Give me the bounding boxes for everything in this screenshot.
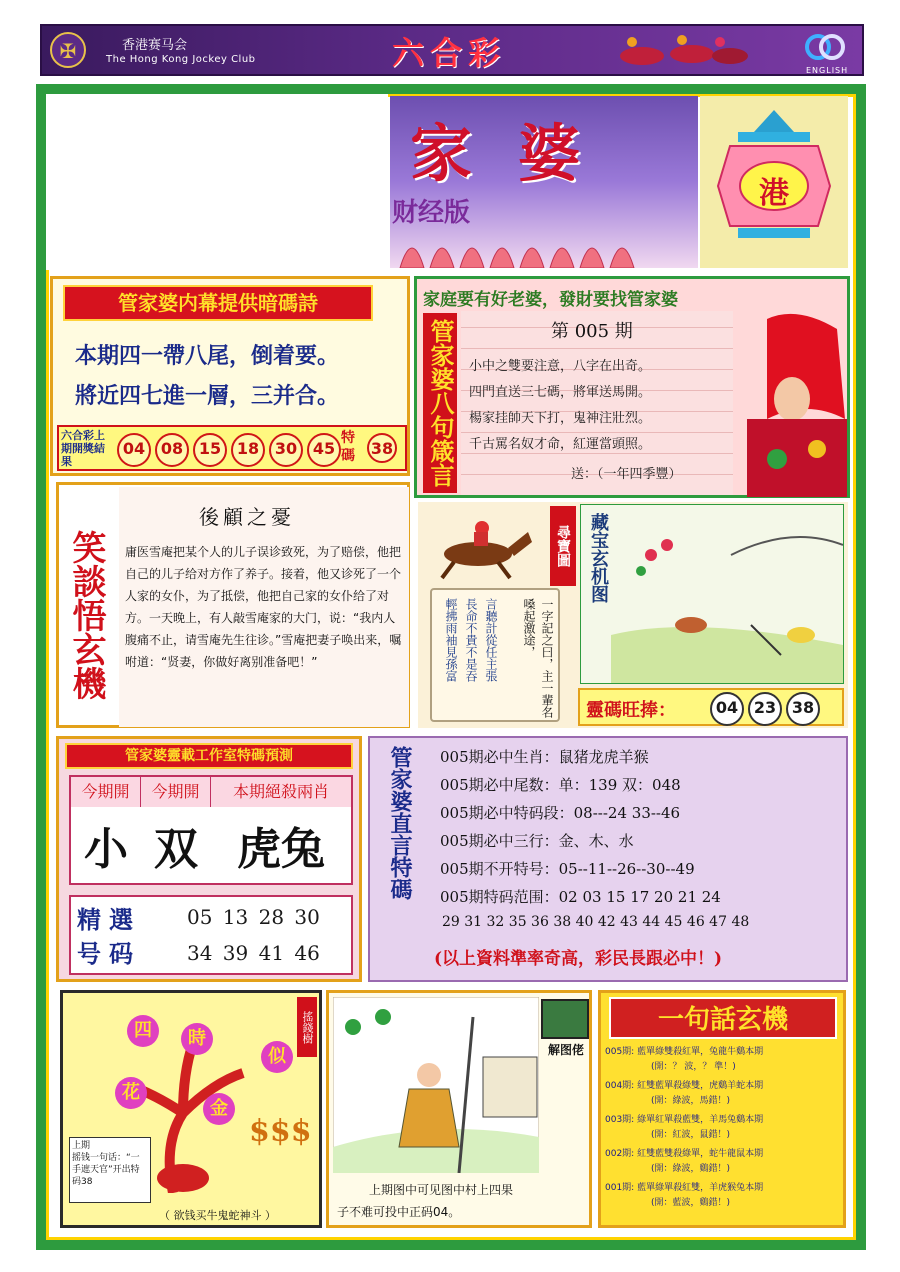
hot-numbers — [710, 692, 824, 726]
page-title: 六合彩 — [392, 34, 507, 72]
treasure-panel — [418, 502, 848, 728]
joke-body: 庸医雪庵把某个人的儿子误诊致死，为了赔偿，他把自己的儿子给对方作了养子。接着，他又诊死了一个人家的女仆，为了抵偿，他把自己家的女仆给了对方。一天晚上，有人敲雪庵家的大门，说：“我内人腹痛不止，请雪庵先生往诊。”雪庵把妻子唤出来，嘱咐道：“贤妻，你做好离别准备吧！” — [125, 545, 402, 669]
prediction-row: 005期不开特号：05--11--26--30--49 — [440, 860, 695, 878]
poem-line-1: 本期四一帶八尾，倒着要。 — [75, 343, 340, 369]
riddle-row — [605, 1079, 843, 1094]
predictions-footer: (以上資料準率奇高，彩民長跟必中！) — [434, 949, 723, 969]
riddle-period: 002期: — [605, 1149, 635, 1159]
money-tree-note — [69, 1137, 151, 1203]
results-label: 六合彩上期開獎結果 — [61, 429, 105, 468]
riddle-result: (開：綠波，鷄錯！) — [651, 1164, 731, 1174]
seek-treasure-label: 尋寶圖 — [550, 506, 576, 586]
picks-row-1: 05 13 28 30 — [187, 905, 320, 929]
riddle-row — [605, 1181, 843, 1196]
blank-area — [46, 94, 388, 270]
studio-val-3: 虎兔 — [237, 824, 325, 875]
club-name-en: The Hong Kong Jockey Club — [106, 54, 256, 65]
eight-lines-header: 家庭要有好老婆，發財要找管家婆 — [423, 290, 678, 310]
tree-fruit: 四 — [127, 1015, 159, 1047]
eight-line: 楊家挂帥天下打，鬼神注壯烈。 — [469, 411, 652, 426]
riddle-period: 004期: — [605, 1081, 635, 1091]
picks-label: 精選号码 — [77, 905, 141, 968]
bride-image — [737, 309, 847, 497]
studio-head-2: 今期開 — [141, 777, 211, 807]
riddle-result: (開：紅波，鼠錯！) — [651, 1130, 731, 1140]
hot-ball: 23 — [748, 692, 782, 726]
joke-side-title: 笑談悟玄機 — [66, 530, 106, 700]
studio-table — [69, 775, 353, 885]
money-tree-panel — [60, 990, 322, 1228]
studio-val-2: 双 — [154, 824, 198, 875]
english-link[interactable]: ENGLISH — [806, 66, 849, 75]
prediction-row: 005期必中生肖：鼠猪龙虎羊猴 — [440, 748, 649, 766]
riddle-panel — [598, 990, 846, 1228]
joke-title: 後顧之憂 — [199, 505, 295, 529]
studio-title: 管家婆靈載工作室特碼預測 — [65, 743, 353, 769]
hkjc-logo-icon[interactable]: ✠ — [50, 32, 86, 68]
riddle-result: (開：綠波，馬錯！) — [651, 1096, 731, 1106]
treasure-map — [580, 504, 844, 684]
gift-line: 送：（一年四季豐） — [571, 467, 682, 482]
banner-title: 家婆 — [410, 117, 627, 190]
studio-picks — [69, 895, 353, 975]
eight-line: 千古罵名奴才命，紅運當頭照。 — [469, 437, 652, 452]
picks-row-2: 34 39 41 46 — [187, 941, 320, 965]
tree-fruit: 時 — [181, 1023, 213, 1055]
scroll-title: 一字記之曰，主一輩名嗓起激途， — [522, 598, 554, 718]
studio-head-1: 今期開 — [71, 777, 141, 807]
special-ball: 38 — [367, 433, 397, 463]
results-row — [57, 425, 407, 471]
cartoon-caption-2: 子不难可投中正码04。 — [337, 1205, 461, 1219]
cartoon-label: 解图佬 — [547, 1043, 584, 1057]
tree-fruit: 似 — [261, 1041, 293, 1073]
riddle-result: (開：藍波，鷄錯！) — [651, 1198, 731, 1208]
club-name-cn: 香港赛马会 — [122, 38, 188, 53]
hot-numbers-row — [578, 688, 844, 726]
hot-ball: 38 — [786, 692, 820, 726]
banner-image — [390, 96, 698, 268]
riddle-list — [605, 1045, 843, 1211]
joke-content — [119, 487, 409, 727]
result-ball: 30 — [269, 433, 303, 467]
map-title: 藏宝玄机图 — [588, 513, 609, 603]
prediction-row: 005期特码范围：02 03 15 17 20 21 24 — [440, 888, 721, 906]
prediction-row: 005期必中尾数：单：139 双：048 — [440, 776, 681, 794]
riddle-period: 005期: — [605, 1047, 635, 1057]
eight-line: 四門直送三七碼，將軍送馬開。 — [469, 385, 652, 400]
riddle-title: 一句話玄機 — [609, 997, 837, 1039]
special-label: 特碼 — [341, 430, 355, 464]
note-body: 摇钱一句话：“一手遮天官”开出特码38 — [72, 1153, 140, 1187]
predictions-side-title: 管家婆直言特碼 — [387, 746, 413, 900]
money-tree-label: 搖錢樹 — [297, 997, 317, 1057]
eight-lines-panel — [414, 276, 850, 498]
riddle-row — [605, 1113, 843, 1128]
studio-head-3: 本期絕殺兩肖 — [211, 777, 351, 807]
prediction-row: 005期必中特码段：08---24 33--46 — [440, 804, 681, 822]
cartoon-caption-1: 上期图中可见图中村上四果 — [369, 1183, 514, 1197]
riddle-text: 藍單綠雙殺紅單，兔龍牛鷄本期 — [637, 1047, 764, 1057]
rings-logo-icon — [802, 32, 848, 62]
riddle-result: (開：？ 波，？ 準！) — [651, 1062, 736, 1072]
prediction-row: 29 31 32 35 36 38 40 42 43 44 45 46 47 48 — [442, 914, 750, 930]
scroll-column: 長命不貴不是吞 — [464, 598, 478, 682]
scroll-column: 言聽計從任主張 — [484, 598, 498, 682]
predictions-panel — [368, 736, 848, 982]
header-bar — [40, 24, 864, 76]
jockey-horse-icon — [428, 512, 538, 582]
cartoon-drawing — [333, 997, 539, 1173]
treasure-map-drawing — [611, 515, 843, 683]
money-tree-caption: （ 欲钱买牛鬼蛇神斗 ） — [159, 1209, 276, 1222]
lantern-panel — [700, 96, 848, 268]
riddle-text: 紅雙藍雙殺綠單，蛇牛龍鼠本期 — [637, 1149, 764, 1159]
riddle-text: 藍單綠單殺紅雙，羊虎猴兔本期 — [637, 1183, 764, 1193]
cartoon-panel — [326, 990, 592, 1228]
result-ball: 45 — [307, 433, 341, 467]
scroll-column: 輕拂雨袖見孫富 — [444, 598, 458, 682]
riddle-period: 003期: — [605, 1115, 635, 1125]
lantern-text: 港 — [759, 176, 789, 211]
eight-line: 小中之雙要注意，八字在出奇。 — [469, 359, 652, 374]
studio-panel — [56, 736, 362, 982]
tree-fruit: 金 — [203, 1093, 235, 1125]
riddle-text: 紅雙藍單殺綠雙，虎鷄羊蛇本期 — [637, 1081, 764, 1091]
prediction-row: 005期必中三行：金、木、水 — [440, 832, 634, 850]
banner-subtitle: 财经版 — [392, 198, 471, 228]
scroll-image — [430, 588, 560, 722]
poem-line-2: 將近四七進一層，三并合。 — [75, 383, 340, 409]
studio-val-1: 小 — [84, 824, 128, 875]
hot-numbers-label: 靈碼旺捧： — [586, 700, 676, 721]
riddle-row — [605, 1045, 843, 1060]
riddle-period: 001期: — [605, 1183, 635, 1193]
coin-symbols-icon: $$$ — [249, 1114, 312, 1149]
riddle-row — [605, 1147, 843, 1162]
period-label: 第 005 期 — [551, 321, 633, 342]
joke-panel — [56, 482, 410, 728]
poem-panel — [50, 276, 410, 476]
eight-lines-side-title: 管家婆八句箴言 — [423, 313, 457, 493]
hot-ball: 04 — [710, 692, 744, 726]
results-numbers — [117, 433, 345, 467]
riddle-text: 綠單紅單殺藍雙，羊馬兔鷄本期 — [637, 1115, 764, 1125]
racing-horses-icon — [602, 28, 752, 74]
lotus-icon — [390, 224, 698, 268]
painting-icon — [541, 999, 589, 1039]
result-ball: 08 — [155, 433, 189, 467]
tree-fruit: 花 — [115, 1077, 147, 1109]
poem-title: 管家婆内幕提供暗碼詩 — [63, 285, 373, 321]
note-title: 上期 — [72, 1141, 91, 1151]
result-ball: 04 — [117, 433, 151, 467]
result-ball: 15 — [193, 433, 227, 467]
eight-lines-body — [461, 311, 733, 495]
result-ball: 18 — [231, 433, 265, 467]
